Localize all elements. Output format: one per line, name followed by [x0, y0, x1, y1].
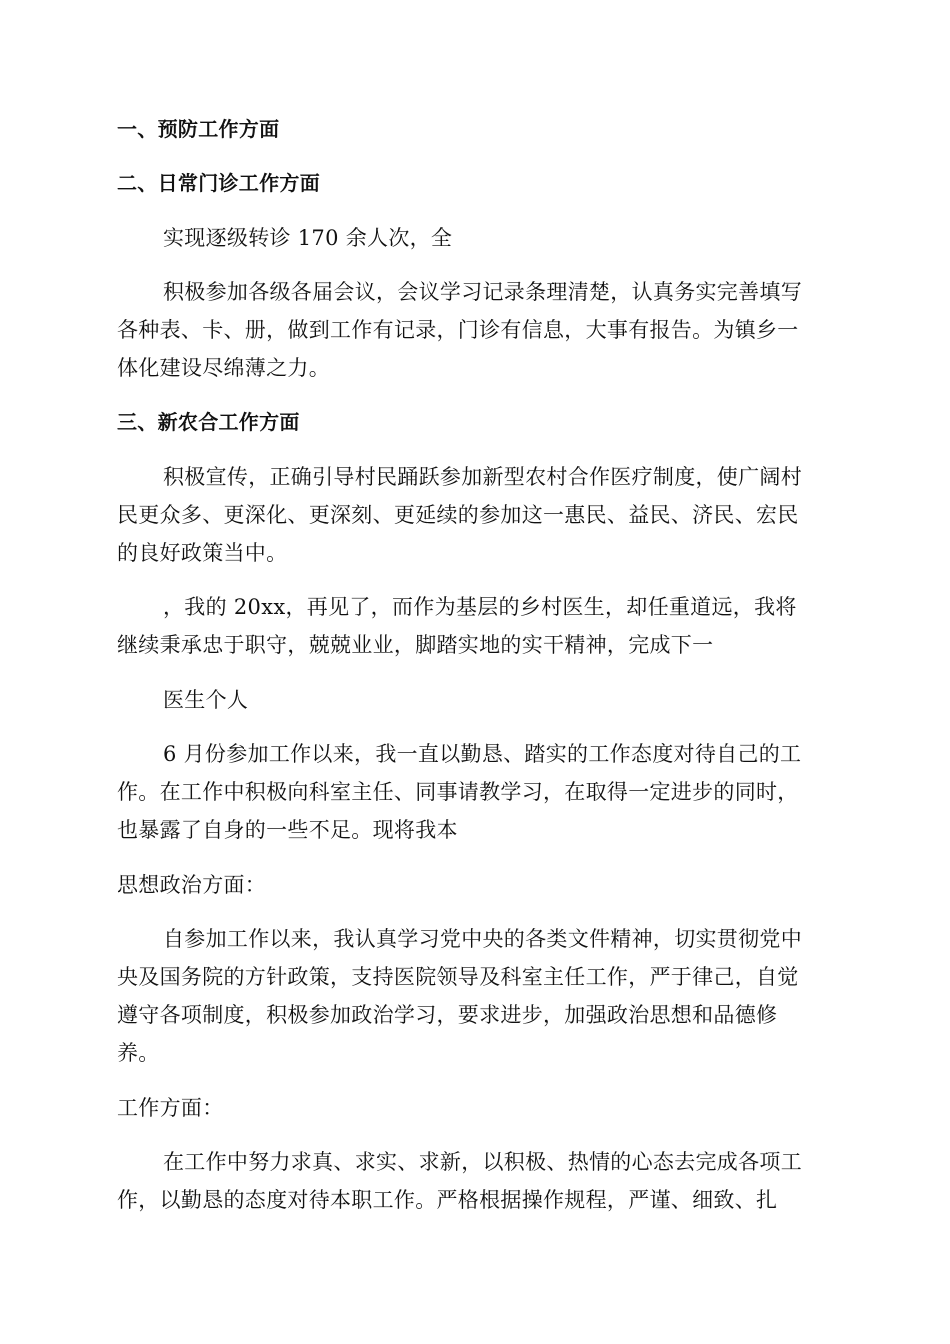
paragraph-line: 自参加工作以来，我认真学习党中央的各类文件精神，切实贯彻党中 — [163, 927, 802, 951]
paragraph-line: 实现逐级转诊 170 余人次，全 — [163, 226, 453, 250]
paragraph-line: 6 月份参加工作以来，我一直以勤恳、踏实的工作态度对待自己的工 — [163, 742, 802, 766]
paragraph-line: 各种表、卡、册，做到工作有记录，门诊有信息，大事有报告。为镇乡一 — [117, 318, 799, 342]
paragraph-line: 养。 — [117, 1041, 160, 1065]
paragraph-line: 医生个人 — [163, 688, 249, 712]
paragraph-line: 遵守各项制度，积极参加政治学习，要求进步，加强政治思想和品德修 — [117, 1003, 778, 1027]
paragraph-line: 央及国务院的方针政策，支持医院领导及科室主任工作，严于律己，自觉 — [117, 965, 799, 989]
section-heading-rural-coop: 三、新农合工作方面 — [117, 410, 300, 434]
paragraph-line: 积极宣传，正确引导村民踊跃参加新型农村合作医疗制度，使广阔村 — [163, 465, 802, 489]
paragraph-line: 在工作中努力求真、求实、求新，以积极、热情的心态去完成各项工 — [163, 1150, 802, 1174]
subheading-political: 思想政治方面： — [117, 873, 267, 897]
paragraph-line: ，我的 20xx，再见了，而作为基层的乡村医生，却任重道远，我将 — [163, 595, 797, 619]
paragraph-line: 积极参加各级各届会议，会议学习记录条理清楚，认真务实完善填写 — [163, 280, 802, 304]
section-heading-outpatient: 二、日常门诊工作方面 — [117, 171, 320, 195]
paragraph-line: 作，以勤恳的态度对待本职工作。严格根据操作规程，严谨、细致、扎 — [117, 1188, 778, 1212]
paragraph-line: 作。在工作中积极向科室主任、同事请教学习，在取得一定进步的同时， — [117, 780, 799, 804]
subheading-work: 工作方面： — [117, 1096, 224, 1120]
section-heading-prevention: 一、预防工作方面 — [117, 117, 280, 141]
paragraph-line: 也暴露了自身的一些不足。现将我本 — [117, 818, 458, 842]
paragraph-line: 的良好政策当中。 — [117, 541, 288, 565]
paragraph-line: 体化建设尽绵薄之力。 — [117, 356, 330, 380]
paragraph-line: 继续秉承忠于职守，兢兢业业，脚踏实地的实干精神，完成下一 — [117, 633, 714, 657]
paragraph-line: 民更众多、更深化、更深刻、更延续的参加这一惠民、益民、济民、宏民 — [117, 503, 799, 527]
